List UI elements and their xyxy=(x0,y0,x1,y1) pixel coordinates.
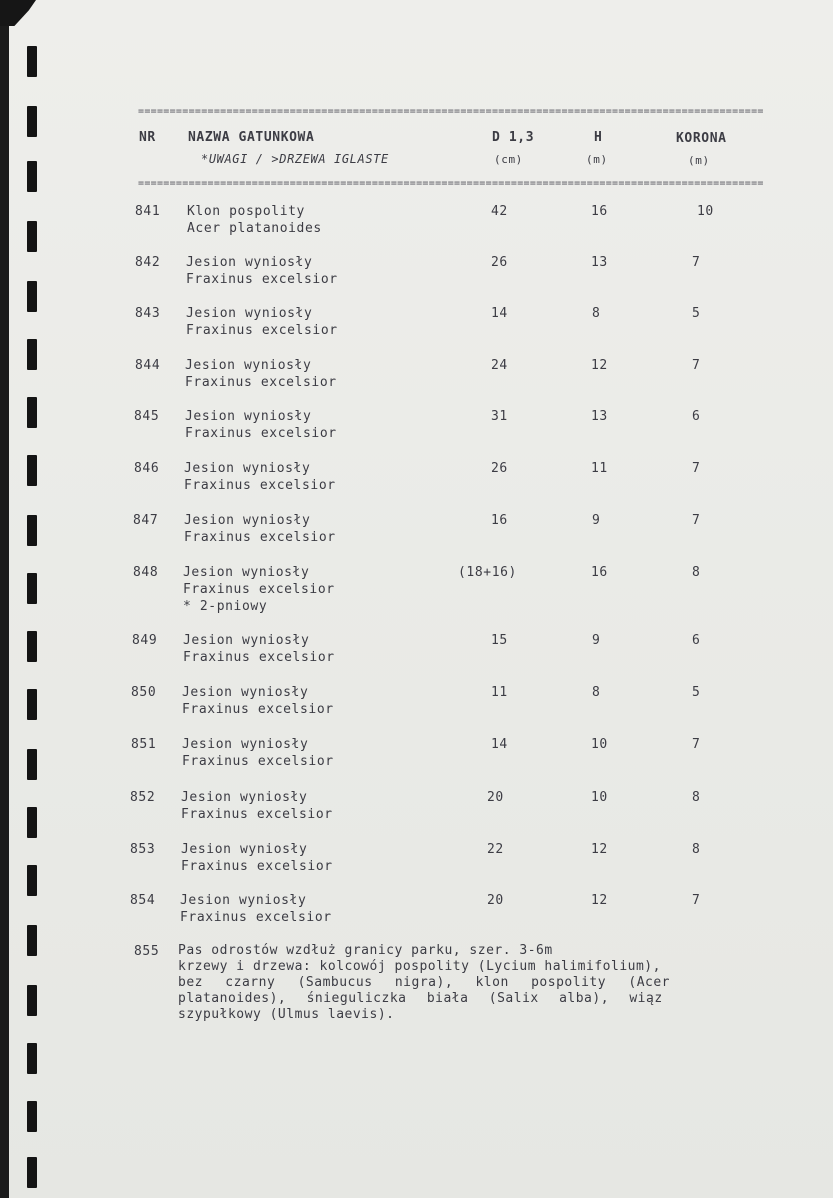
row-crown: 5 xyxy=(692,685,701,700)
row-crown: 8 xyxy=(692,565,701,580)
row-diameter: 42 xyxy=(491,204,508,219)
row-height: 16 xyxy=(591,204,608,219)
row-name-lat: Fraxinus excelsior xyxy=(185,426,337,441)
header-height-unit: (m) xyxy=(586,153,608,166)
row-height: 8 xyxy=(592,306,601,321)
binding-hole xyxy=(27,1101,37,1132)
header-diameter-unit: (cm) xyxy=(494,153,523,166)
row-diameter: 11 xyxy=(491,685,508,700)
row-nr: 841 xyxy=(135,204,161,219)
binding-hole xyxy=(27,281,37,312)
row-name-pl: Jesion wyniosły xyxy=(181,842,308,857)
final-entry-line: Pas odrostów wzdłuż granicy parku, szer. 3-6m xyxy=(178,943,553,958)
row-height: 11 xyxy=(591,461,608,476)
row-nr: 848 xyxy=(133,565,159,580)
header-subtitle: *UWAGI / >DRZEWA IGLASTE xyxy=(201,152,389,166)
row-crown: 5 xyxy=(692,306,701,321)
row-diameter: 26 xyxy=(491,461,508,476)
row-crown: 8 xyxy=(692,842,701,857)
binding-edge xyxy=(0,0,9,1198)
row-height: 12 xyxy=(591,842,608,857)
row-name-lat: Fraxinus excelsior xyxy=(182,702,334,717)
final-entry-line: szypułkowy (Ulmus laevis). xyxy=(178,1007,395,1022)
row-name-pl: Jesion wyniosły xyxy=(184,513,311,528)
row-nr: 846 xyxy=(134,461,160,476)
binding-hole xyxy=(27,985,37,1016)
binding-hole xyxy=(27,455,37,486)
row-crown: 8 xyxy=(692,790,701,805)
binding-hole xyxy=(27,865,37,896)
header-nr: NR xyxy=(139,130,156,145)
binding-hole xyxy=(27,221,37,252)
row-name-pl: Klon pospolity xyxy=(187,204,305,219)
row-name-lat: Fraxinus excelsior xyxy=(186,272,338,287)
row-crown: 7 xyxy=(692,255,701,270)
row-height: 8 xyxy=(592,685,601,700)
row-name-pl: Jesion wyniosły xyxy=(186,255,313,270)
row-diameter: 24 xyxy=(491,358,508,373)
binding-hole xyxy=(27,749,37,780)
row-nr: 845 xyxy=(134,409,160,424)
row-diameter: (18+16) xyxy=(458,565,517,580)
binding-hole xyxy=(27,689,37,720)
row-diameter: 14 xyxy=(491,306,508,321)
final-entry-line: platanoides), śnieguliczka biała (Salix alba), wiąz xyxy=(178,991,663,1006)
row-name-lat: Fraxinus excelsior xyxy=(180,910,332,925)
final-entry-line: bez czarny (Sambucus nigra), klon pospolity (Acer xyxy=(178,975,671,990)
binding-hole xyxy=(27,631,37,662)
row-height: 13 xyxy=(591,409,608,424)
binding-hole xyxy=(27,573,37,604)
row-name-pl: Jesion wyniosły xyxy=(184,461,311,476)
header-name: NAZWA GATUNKOWA xyxy=(188,130,315,145)
final-entry-line: krzewy i drzewa: kolcowój pospolity (Lycium halimifolium), xyxy=(178,959,661,974)
row-name-pl: Jesion wyniosły xyxy=(182,685,309,700)
row-name-lat: Fraxinus excelsior xyxy=(183,650,335,665)
row-crown: 7 xyxy=(692,737,701,752)
row-name-lat: Fraxinus excelsior xyxy=(183,582,335,597)
header-rule-top: =================================================================================================== xyxy=(138,106,764,117)
row-diameter: 16 xyxy=(491,513,508,528)
row-height: 12 xyxy=(591,893,608,908)
row-name-pl: Jesion wyniosły xyxy=(185,409,312,424)
row-nr: 852 xyxy=(130,790,156,805)
row-height: 10 xyxy=(591,790,608,805)
row-nr: 849 xyxy=(132,633,158,648)
row-crown: 7 xyxy=(692,358,701,373)
row-crown: 10 xyxy=(697,204,714,219)
row-name-lat: Fraxinus excelsior xyxy=(181,807,333,822)
row-height: 9 xyxy=(592,513,601,528)
row-height: 12 xyxy=(591,358,608,373)
final-entry-nr: 855 xyxy=(134,944,160,959)
binding-hole xyxy=(27,925,37,956)
row-nr: 851 xyxy=(131,737,157,752)
row-name-pl: Jesion wyniosły xyxy=(183,633,310,648)
row-diameter: 20 xyxy=(487,893,504,908)
binding-hole xyxy=(27,161,37,192)
row-height: 16 xyxy=(591,565,608,580)
row-nr: 854 xyxy=(130,893,156,908)
row-diameter: 15 xyxy=(491,633,508,648)
row-name-lat: Fraxinus excelsior xyxy=(184,530,336,545)
binding-hole xyxy=(27,1043,37,1074)
header-crown: KORONA xyxy=(676,131,727,146)
header-height: H xyxy=(594,130,603,145)
row-nr: 844 xyxy=(135,358,161,373)
row-nr: 850 xyxy=(131,685,157,700)
row-nr: 843 xyxy=(135,306,161,321)
header-rule-bottom: =================================================================================================== xyxy=(138,178,764,189)
row-diameter: 14 xyxy=(491,737,508,752)
row-diameter: 20 xyxy=(487,790,504,805)
binding-hole xyxy=(27,397,37,428)
row-diameter: 31 xyxy=(491,409,508,424)
binding-hole xyxy=(27,46,37,77)
row-name-lat: Fraxinus excelsior xyxy=(185,375,337,390)
row-name-pl: Jesion wyniosły xyxy=(186,306,313,321)
row-crown: 6 xyxy=(692,633,701,648)
row-crown: 7 xyxy=(692,461,701,476)
header-crown-unit: (m) xyxy=(688,154,710,167)
row-crown: 7 xyxy=(692,893,701,908)
binding-corner xyxy=(0,0,36,26)
row-nr: 847 xyxy=(133,513,159,528)
binding-hole xyxy=(27,339,37,370)
row-height: 13 xyxy=(591,255,608,270)
row-name-lat: Acer platanoides xyxy=(187,221,322,236)
row-name-lat: Fraxinus excelsior xyxy=(181,859,333,874)
binding-hole xyxy=(27,106,37,137)
row-name-lat: Fraxinus excelsior xyxy=(184,478,336,493)
row-note: * 2-pniowy xyxy=(183,599,268,614)
row-name-pl: Jesion wyniosły xyxy=(185,358,312,373)
row-name-pl: Jesion wyniosły xyxy=(183,565,310,580)
binding-hole xyxy=(27,807,37,838)
row-name-lat: Fraxinus excelsior xyxy=(182,754,334,769)
final-entry-text xyxy=(178,943,778,1023)
row-nr: 853 xyxy=(130,842,156,857)
row-nr: 842 xyxy=(135,255,161,270)
row-crown: 6 xyxy=(692,409,701,424)
header-diameter: D 1,3 xyxy=(492,130,535,145)
row-crown: 7 xyxy=(692,513,701,528)
row-name-lat: Fraxinus excelsior xyxy=(186,323,338,338)
row-diameter: 26 xyxy=(491,255,508,270)
row-name-pl: Jesion wyniosły xyxy=(180,893,307,908)
row-height: 10 xyxy=(591,737,608,752)
row-diameter: 22 xyxy=(487,842,504,857)
row-height: 9 xyxy=(592,633,601,648)
row-name-pl: Jesion wyniosły xyxy=(182,737,309,752)
binding-hole xyxy=(27,515,37,546)
row-name-pl: Jesion wyniosły xyxy=(181,790,308,805)
binding-hole xyxy=(27,1157,37,1188)
